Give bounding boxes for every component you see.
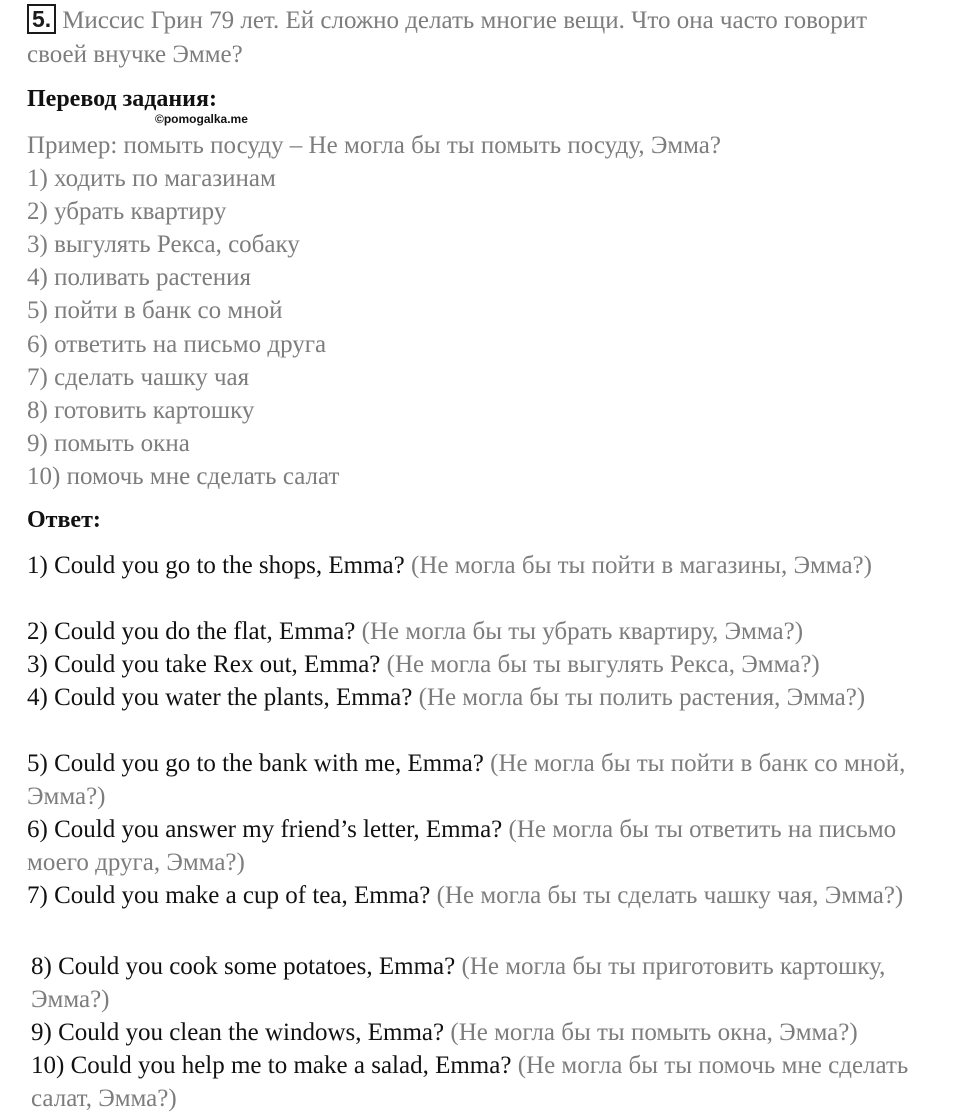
answer-english: 8) Could you cook some potatoes, Emma? [31,953,456,980]
answer-russian: (Не могла бы ты ответить на письмо моего друга, Эмма?) [27,816,897,876]
translation-example: Пример: помыть посуду – Не могла бы ты помыть посуду, Эмма? [27,132,721,159]
translation-item: 1) ходить по магазинам [27,165,276,193]
answer-english: 10) Could you help me to make a salad, Emma? [31,1052,512,1079]
translation-item: 7) сделать чашку чая [27,363,250,391]
answer-item [27,813,927,879]
answer-english: 6) Could you answer my friend’s letter, Emma? [27,816,503,843]
translation-item: 8) готовить картошку [27,396,255,424]
translation-item: 6) ответить на письмо друга [27,330,327,358]
task-text: Миссис Грин 79 лет. Ей сложно делать многие вещи. Что она часто говорит своей внучке Эмме? [27,7,868,68]
answer-english: 7) Could you make a cup of tea, Emma? [27,882,431,909]
translation-list [27,129,927,493]
translation-item: 4) поливать растения [27,264,251,292]
answer-english: 3) Could you take Rex out, Emma? [27,651,381,678]
answer-russian: (Не могла бы ты полить растения, Эмма?) [418,684,866,711]
answer-russian: (Не могла бы ты помочь мне сделать салат, Эмма?) [31,1052,909,1112]
answer-heading: Ответ: [27,507,101,533]
task-number-badge: 5. [27,4,56,34]
answer-russian: (Не могла бы ты приготовить картошку, Эмма?) [31,953,886,1013]
answer-item [27,615,927,648]
translation-item: 3) выгулять Рекса, собаку [27,231,300,259]
answer-item [31,1016,931,1049]
answer-english: 4) Could you water the plants, Emma? [27,684,413,711]
answer-item [31,1049,931,1115]
answer-english: 9) Could you clean the windows, Emma? [31,1019,445,1046]
translation-item: 10) помочь мне сделать салат [27,462,340,490]
task-header [27,4,927,72]
translation-heading: Перевод задания: [27,86,217,112]
answer-item [31,950,931,1016]
answer-item [27,549,927,582]
translation-item: 2) убрать квартиру [27,198,227,226]
answer-item [27,879,927,912]
answer-russian: (Не могла бы ты пойти в банк со мной, Эмма?) [27,750,906,810]
answer-russian: (Не могла бы ты помыть окна, Эмма?) [450,1019,858,1046]
answer-english: 2) Could you do the flat, Emma? [27,618,356,645]
translation-item: 5) пойти в банк со мной [27,297,283,325]
answer-russian: (Не могла бы ты сделать чашку чая, Эмма?) [436,882,904,909]
answer-russian: (Не могла бы ты убрать квартиру, Эмма?) [361,618,804,645]
translation-item: 9) помыть окна [27,429,190,457]
answer-english: 1) Could you go to the shops, Emma? [27,552,405,579]
answer-russian: (Не могла бы ты выгулять Рекса, Эмма?) [386,651,820,678]
answer-item [27,648,927,681]
watermark: ©pomogalka.me [155,112,248,126]
answer-item [27,681,927,714]
answer-english: 5) Could you go to the bank with me, Emma? [27,750,484,777]
answer-russian: (Не могла бы ты пойти в магазины, Эмма?) [411,552,872,579]
answer-item [27,747,927,813]
